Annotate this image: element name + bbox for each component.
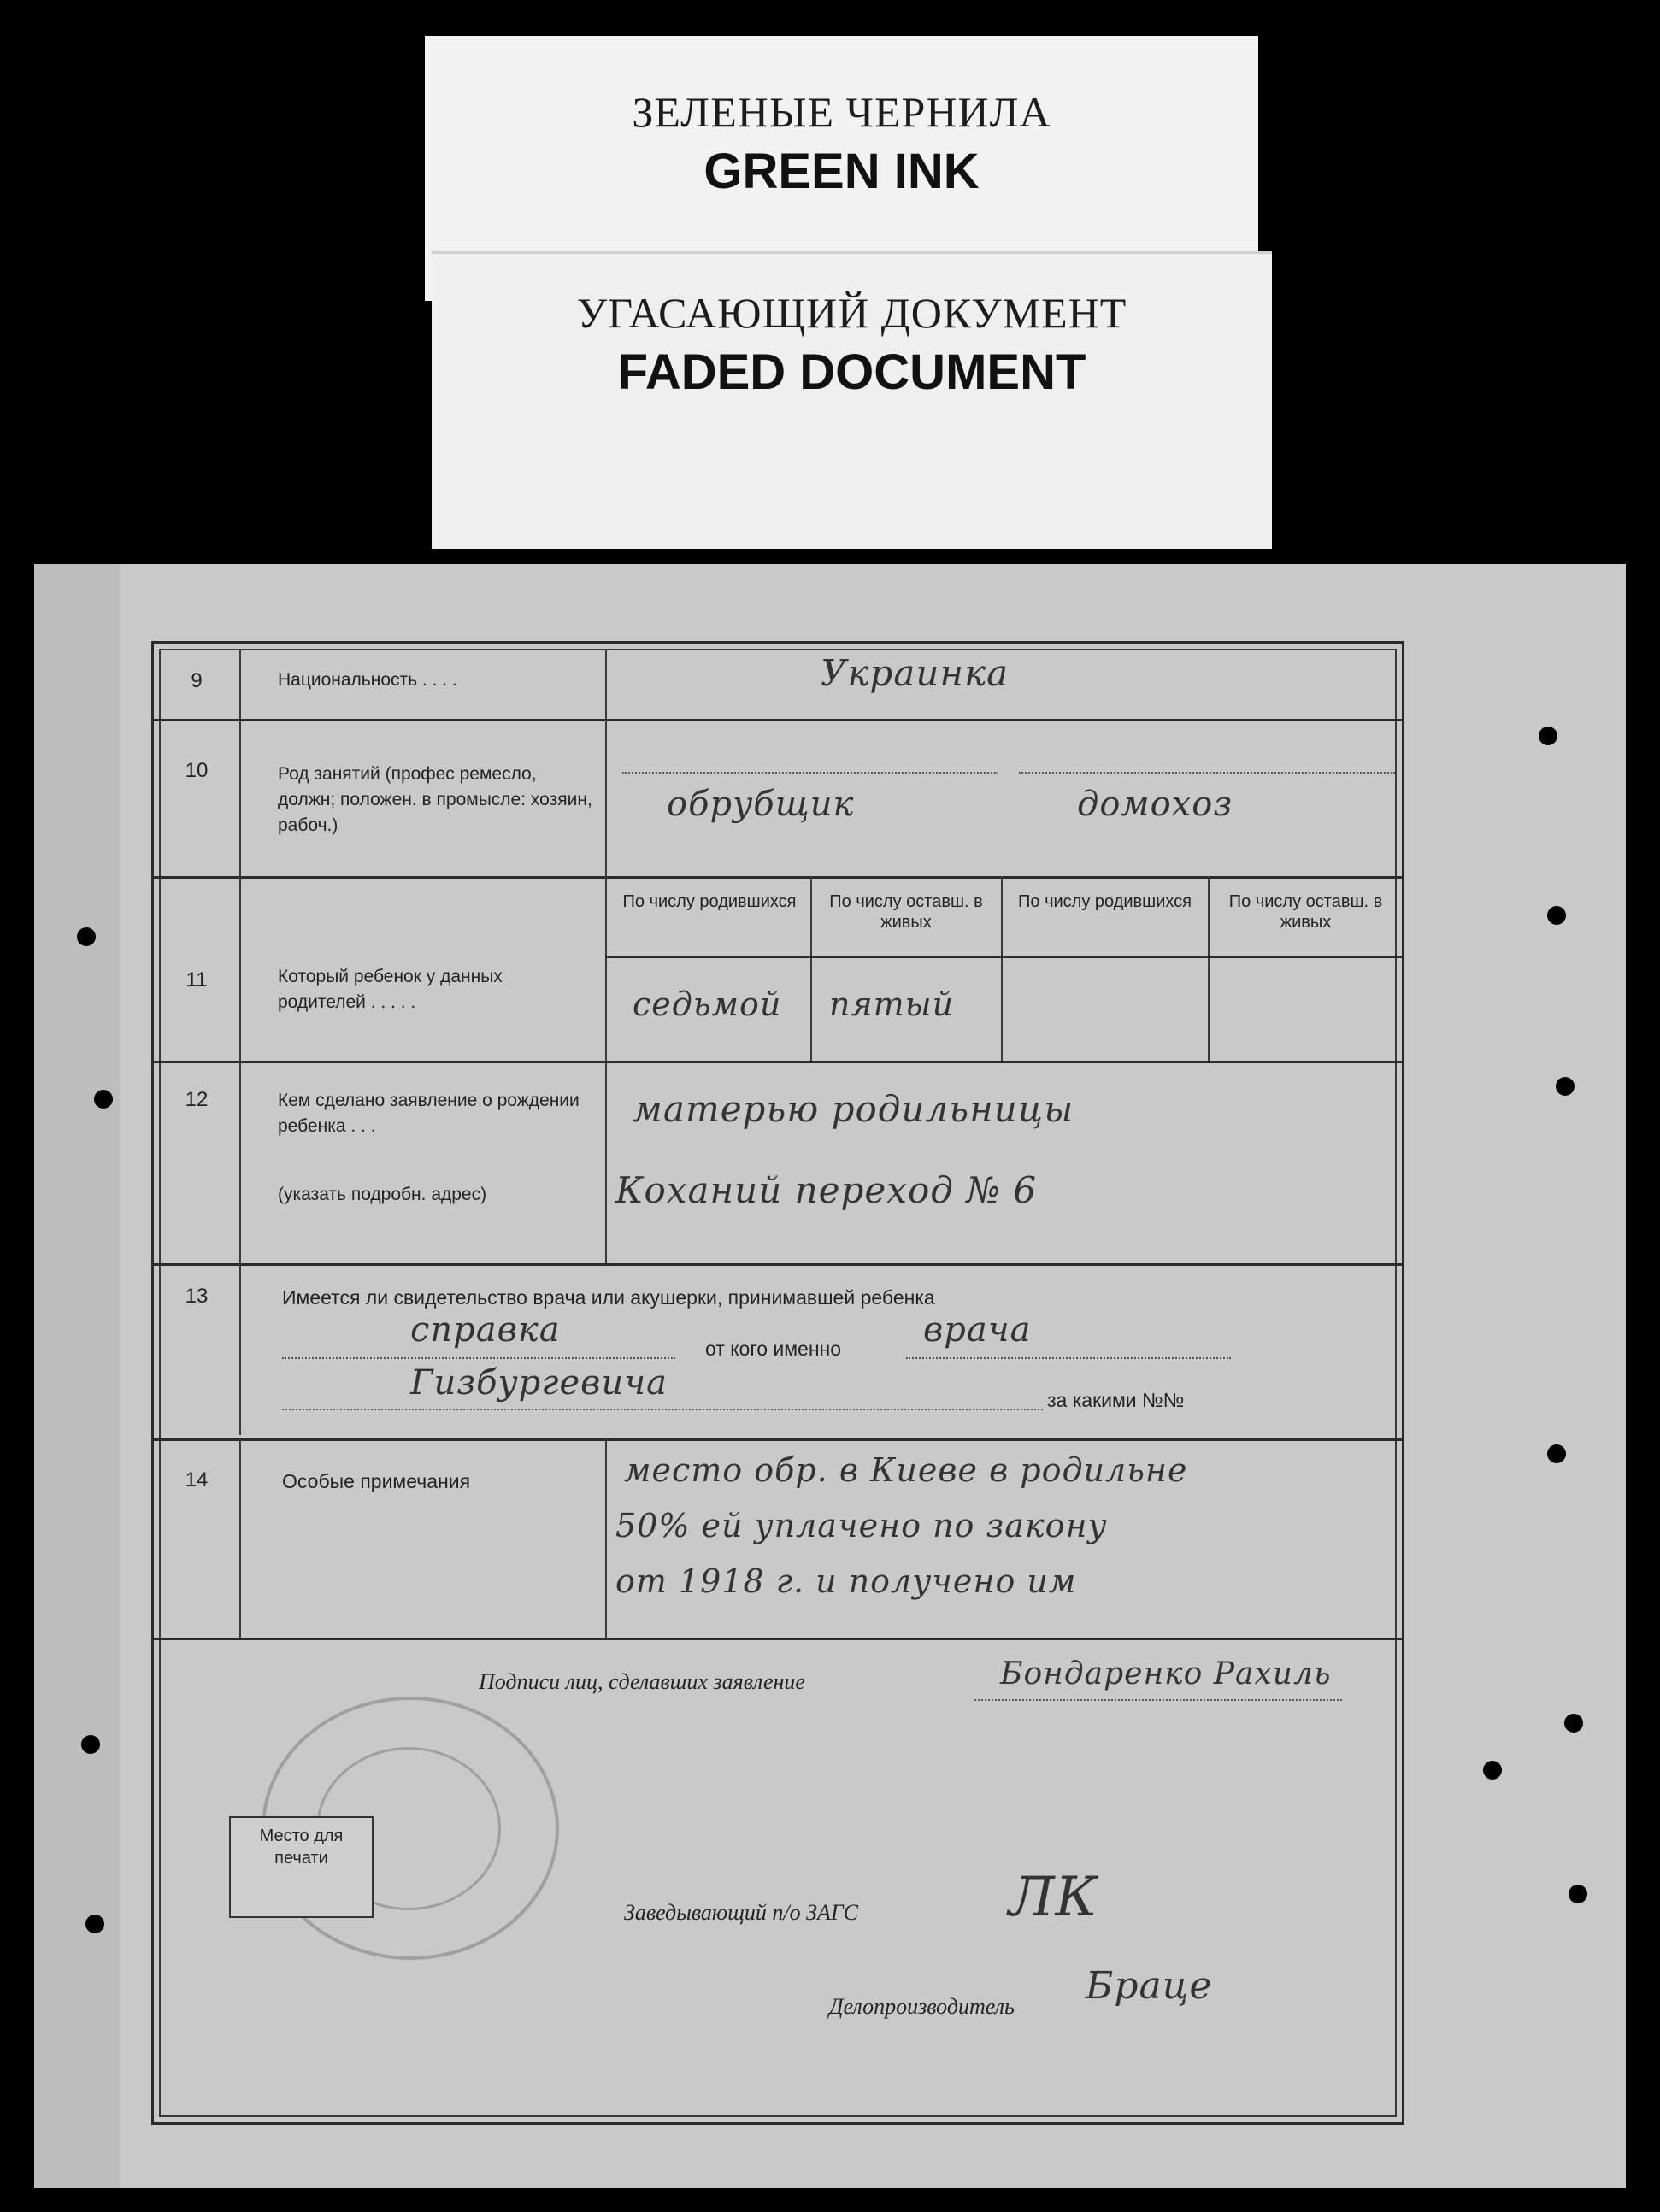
- faded-document-en: FADED DOCUMENT: [617, 344, 1086, 400]
- applicants-signature: Бондаренко Рахиль: [1000, 1656, 1332, 1691]
- punch-hole: [1556, 1077, 1575, 1096]
- punch-hole: [1564, 1714, 1583, 1733]
- row-11-value-born: седьмой: [633, 985, 782, 1023]
- row-11-col4-header: По числу оставш. в живых: [1228, 892, 1383, 932]
- punch-hole: [81, 1735, 100, 1754]
- clerk-signature: Браце: [1086, 1964, 1213, 2008]
- row-11-col2-header: По числу оставш. в живых: [829, 892, 983, 932]
- punch-hole: [1547, 906, 1566, 925]
- row-13-value-from: врача: [923, 1310, 1032, 1350]
- row-12-value-line2: Коханий переход № 6: [615, 1169, 1038, 1211]
- row-14-value-line2: 50% ей уплачено по закону: [615, 1507, 1108, 1544]
- row-9-number: 9: [191, 669, 203, 692]
- row-14-value-line1: место обр. в Киеве в родильне: [624, 1451, 1188, 1489]
- row-13-value-name: Гизбургевича: [410, 1363, 668, 1403]
- zags-head-label: Заведывающий п/о ЗАГС: [624, 1900, 858, 1925]
- punch-hole: [94, 1090, 113, 1109]
- row-12-value-line1: матерью родильницы: [633, 1088, 1074, 1130]
- row-11-col1-header: По числу родившихся: [622, 892, 797, 911]
- row-10-father-value: обрубщик: [667, 785, 855, 824]
- row-11-value-alive: пятый: [829, 985, 955, 1023]
- row-10-number: 10: [185, 759, 209, 782]
- row-12-label: Кем сделано заявление о рождении ребенка . . .: [278, 1091, 580, 1136]
- row-11-number: 11: [185, 968, 208, 991]
- row-13-question: Имеется ли свидетельство врача или акушерки, принимавшей ребенка: [282, 1286, 935, 1309]
- punch-hole: [1569, 1885, 1587, 1903]
- row-14-number: 14: [185, 1468, 209, 1491]
- row-11-label: Который ребенок у данных родителей . . . . .: [278, 967, 503, 1012]
- row-13-which-numbers-label: за какими №№: [1047, 1389, 1185, 1411]
- row-11-col3-header: По числу родившихся: [1018, 892, 1192, 911]
- row-10-label: Род занятий (профес ремесло, должн; положен. в промысле: хозяин, рабоч.): [278, 764, 592, 835]
- green-ink-en: GREEN INK: [703, 144, 980, 199]
- faded-document-ru: УГАСАЮЩИЙ ДОКУМЕНТ: [576, 289, 1127, 337]
- applicants-signature-label: Подписи лиц, сделавших заявление: [479, 1669, 805, 1694]
- zags-head-signature: ЛК: [1009, 1866, 1098, 1929]
- clerk-label: Делопроизводитель: [829, 1994, 1015, 2019]
- registry-form-sheet: [34, 564, 1626, 2188]
- row-14-label: Особые примечания: [282, 1470, 471, 1492]
- green-ink-ru: ЗЕЛЕНЫЕ ЧЕРНИЛА: [632, 88, 1051, 136]
- punch-hole: [85, 1915, 104, 1933]
- row-13-number: 13: [185, 1285, 209, 1308]
- row-13-value-has: справка: [410, 1310, 561, 1350]
- row-14-value-line3: от 1918 г. и получено им: [615, 1562, 1077, 1600]
- row-9-value: Украинка: [821, 652, 1010, 694]
- row-12-sublabel: (указать подробн. адрес): [278, 1185, 487, 1204]
- row-9-label: Национальность . . . .: [278, 670, 457, 690]
- punch-hole: [1483, 1761, 1502, 1780]
- faded-document-card: [432, 254, 1272, 549]
- row-12-number: 12: [185, 1088, 209, 1111]
- punch-hole: [77, 927, 96, 946]
- seal-placeholder-label: Место для печати: [259, 1827, 344, 1868]
- row-13-from-whom-label: от кого именно: [705, 1338, 842, 1360]
- punch-hole: [1547, 1444, 1566, 1463]
- punch-hole: [1539, 727, 1557, 745]
- row-10-mother-value: домохоз: [1077, 785, 1233, 824]
- binding-edge: [34, 564, 120, 2188]
- seal-placeholder-box: [229, 1816, 374, 1918]
